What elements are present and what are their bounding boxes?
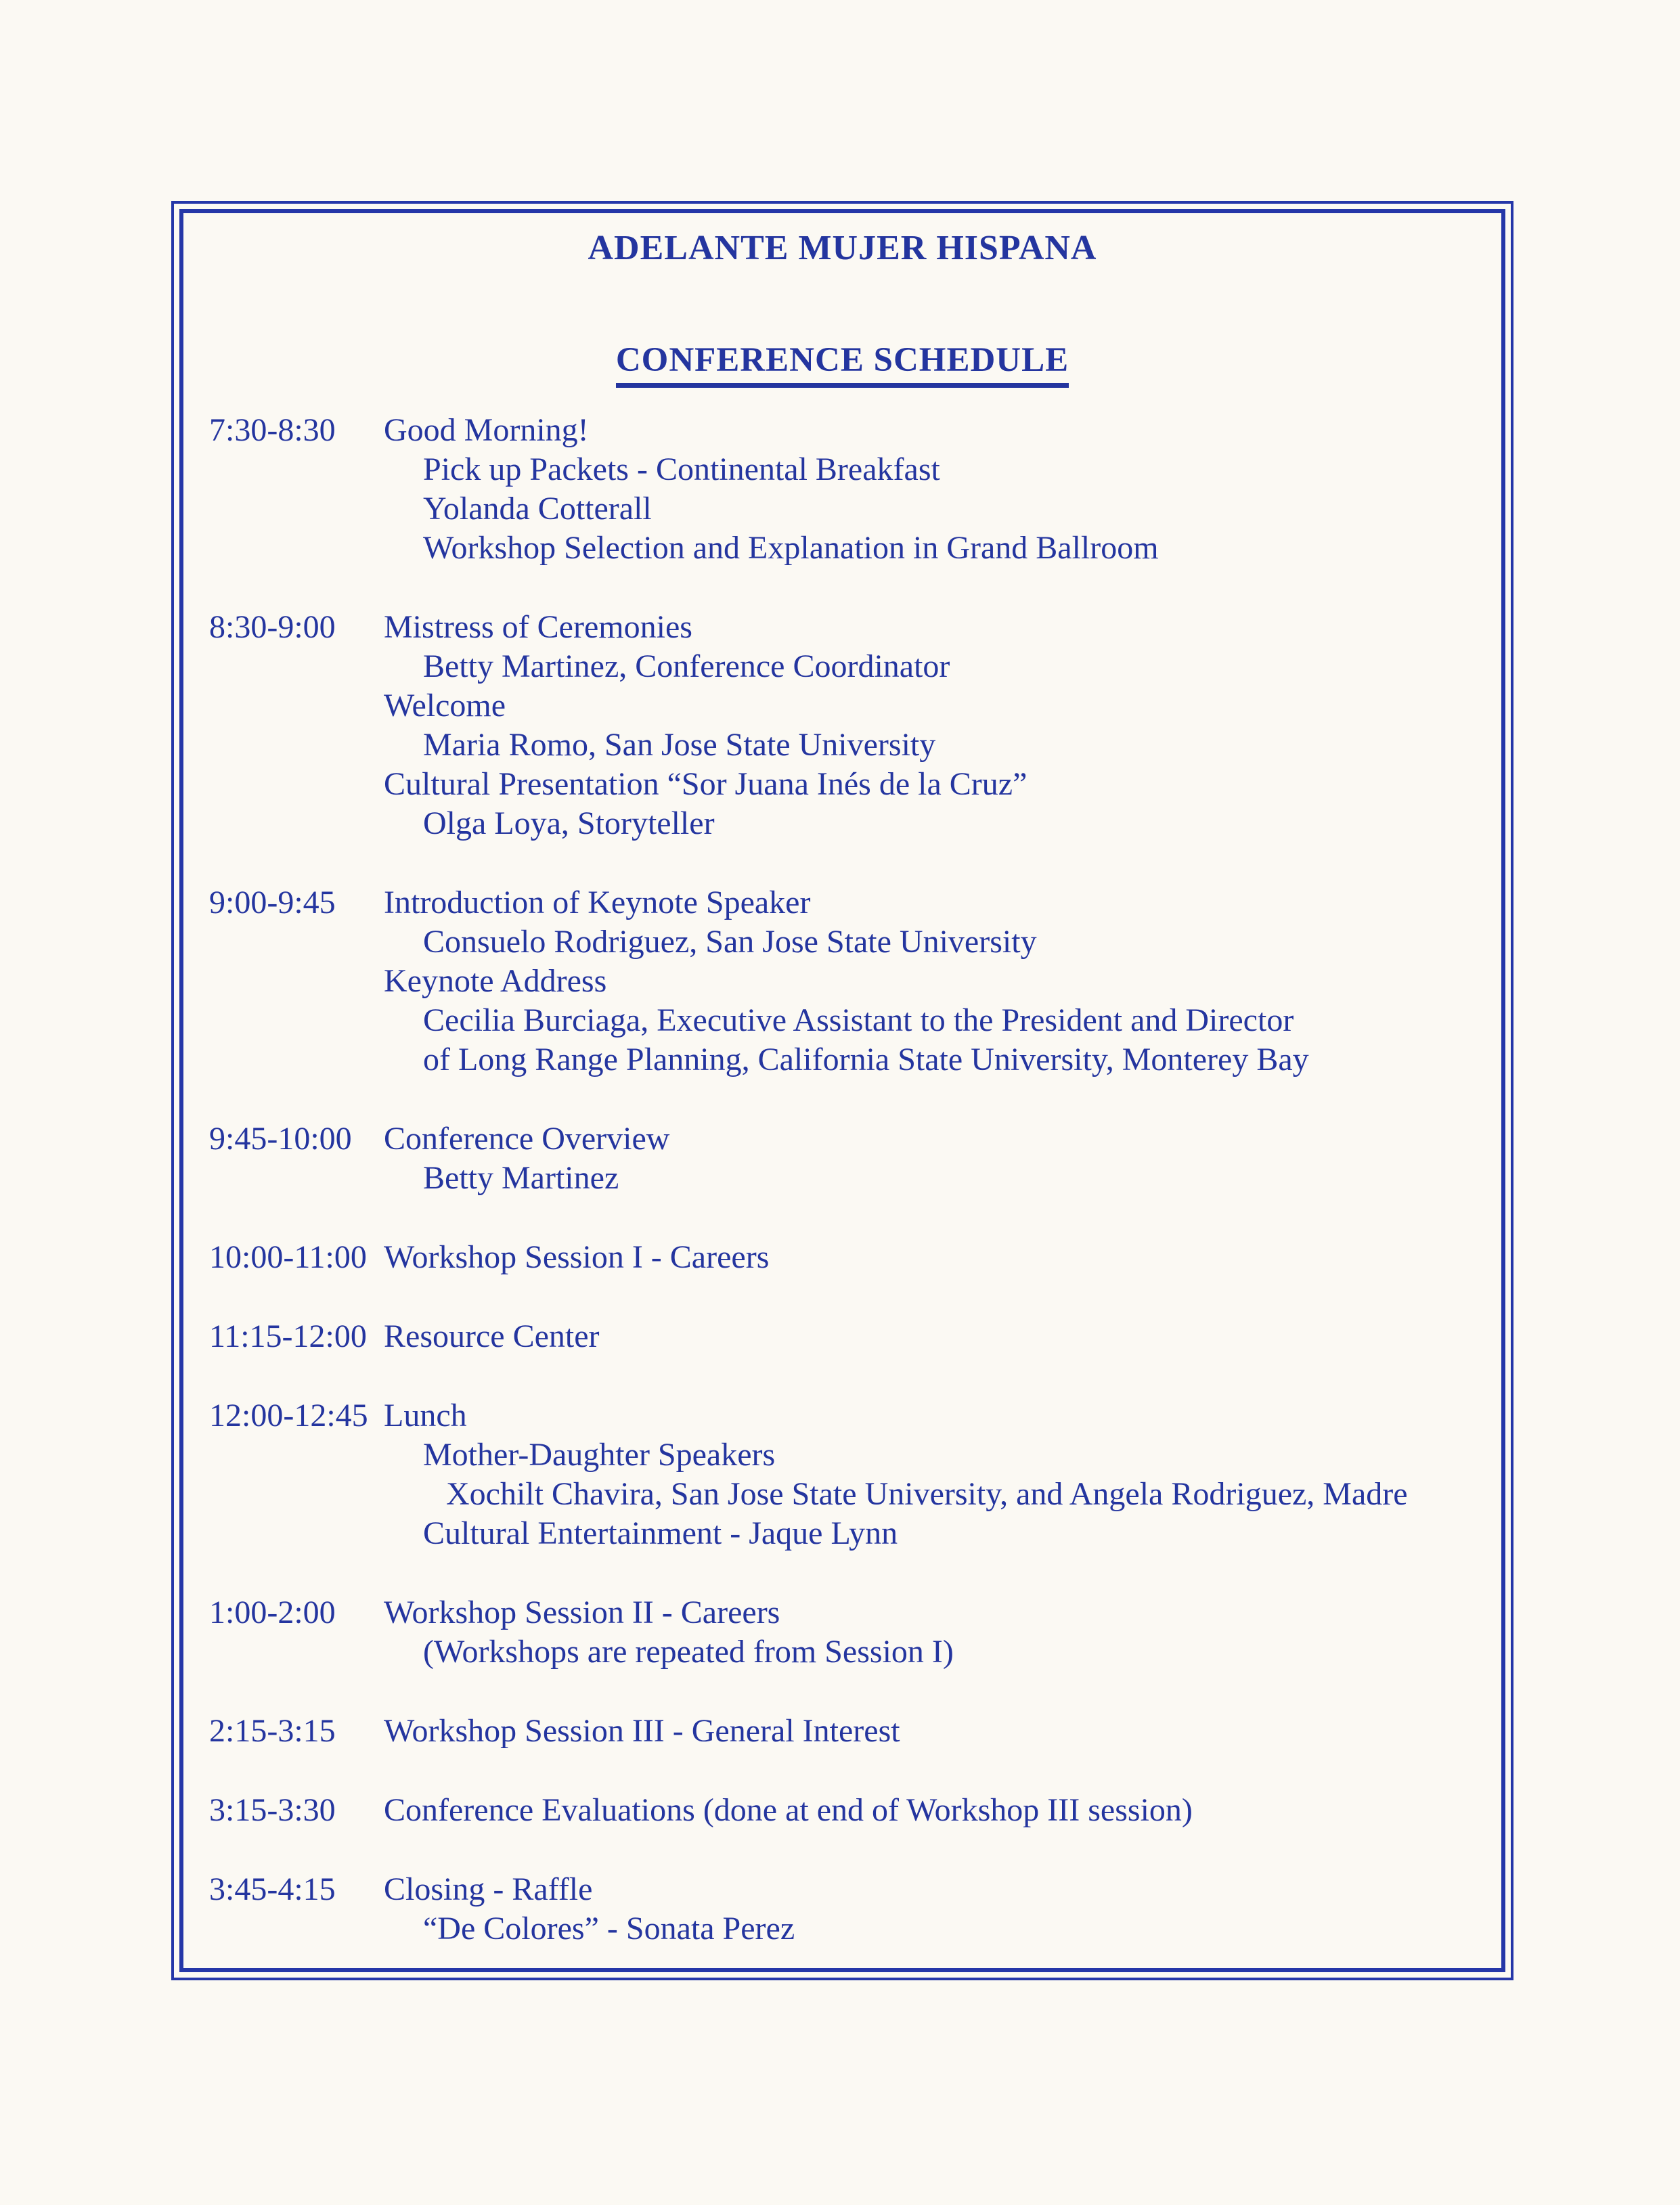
event-line: of Long Range Planning, California State University, Monterey Bay	[423, 1042, 1309, 1077]
event-lines	[384, 1119, 1499, 1198]
event-line: Cultural Entertainment - Jaque Lynn	[423, 1515, 898, 1551]
event-line: Conference Overview	[384, 1121, 670, 1157]
event-lines	[384, 1791, 1499, 1830]
time-label: 12:00-12:45	[209, 1398, 368, 1433]
event-line: Mistress of Ceremonies	[384, 609, 692, 645]
time-label: 1:00-2:00	[209, 1595, 336, 1630]
event-line: Closing - Raffle	[384, 1871, 593, 1907]
schedule-heading: CONFERENCE SCHEDULE	[616, 340, 1069, 388]
schedule-row	[209, 1119, 1499, 1198]
time-label: 11:15-12:00	[209, 1318, 367, 1354]
event-line: Cultural Presentation “Sor Juana Inés de la Cruz”	[384, 766, 1027, 802]
event-line: Xochilt Chavira, San Jose State University, and Angela Rodriguez, Madre	[446, 1476, 1408, 1512]
document-title: ADELANTE MUJER HISPANA	[588, 229, 1097, 267]
event-line: Betty Martinez, Conference Coordinator	[423, 648, 950, 684]
event-lines	[384, 1870, 1499, 1948]
time-label: 7:30-8:30	[209, 412, 336, 448]
event-line: Maria Romo, San Jose State University	[423, 727, 936, 763]
schedule-row	[209, 1317, 1499, 1356]
time-label: 9:45-10:00	[209, 1121, 352, 1157]
heading-row	[174, 340, 1511, 388]
event-line: (Workshops are repeated from Session I)	[423, 1634, 954, 1670]
schedule-row	[209, 1870, 1499, 1948]
schedule-row	[209, 1712, 1499, 1751]
event-lines	[384, 1317, 1499, 1356]
event-line: Resource Center	[384, 1318, 600, 1354]
event-lines	[384, 1712, 1499, 1751]
event-line: “De Colores” - Sonata Perez	[423, 1911, 795, 1946]
event-line: Yolanda Cotterall	[423, 491, 652, 527]
event-line: Cecilia Burciaga, Executive Assistant to the President and Director	[423, 1002, 1294, 1038]
event-line: Workshop Session I - Careers	[384, 1239, 770, 1275]
document-content	[174, 204, 1511, 1978]
event-lines	[384, 1396, 1499, 1553]
time-label: 3:15-3:30	[209, 1792, 336, 1828]
event-line: Conference Evaluations (done at end of Workshop III session)	[384, 1792, 1193, 1828]
time-label: 10:00-11:00	[209, 1239, 367, 1275]
event-line: Welcome	[384, 688, 506, 723]
event-line: Workshop Selection and Explanation in Grand Ballroom	[423, 530, 1159, 566]
event-line: Olga Loya, Storyteller	[423, 805, 715, 841]
event-line: Mother-Daughter Speakers	[423, 1437, 776, 1473]
time-label: 9:00-9:45	[209, 885, 336, 920]
schedule-row	[209, 883, 1499, 1079]
event-line: Pick up Packets - Continental Breakfast	[423, 451, 940, 487]
event-line: Workshop Session II - Careers	[384, 1595, 780, 1630]
event-line: Consuelo Rodriguez, San Jose State University	[423, 924, 1037, 960]
event-lines	[384, 608, 1499, 843]
schedule-row	[209, 1791, 1499, 1830]
event-line: Good Morning!	[384, 412, 589, 448]
title-row	[174, 228, 1511, 268]
schedule-row	[209, 1593, 1499, 1672]
event-lines	[384, 411, 1499, 568]
schedule-row	[209, 608, 1499, 843]
time-label: 8:30-9:00	[209, 609, 336, 645]
schedule-row	[209, 1238, 1499, 1277]
event-line: Keynote Address	[384, 963, 607, 999]
time-label: 2:15-3:15	[209, 1713, 336, 1749]
event-lines	[384, 1593, 1499, 1672]
schedule-row	[209, 1396, 1499, 1553]
event-line: Betty Martinez	[423, 1160, 619, 1196]
event-line: Workshop Session III - General Interest	[384, 1713, 900, 1749]
schedule-list	[209, 411, 1499, 1988]
event-lines	[384, 1238, 1499, 1277]
event-line: Lunch	[384, 1398, 467, 1433]
event-lines	[384, 883, 1499, 1079]
schedule-row	[209, 411, 1499, 568]
document-border-frame	[171, 201, 1513, 1980]
time-label: 3:45-4:15	[209, 1871, 336, 1907]
event-line: Introduction of Keynote Speaker	[384, 885, 811, 920]
